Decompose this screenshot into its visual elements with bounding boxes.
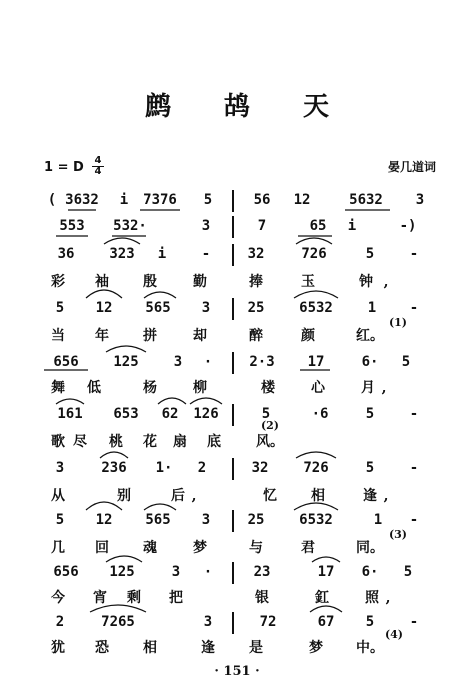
notation-cell: 1· (155, 460, 173, 476)
barline (232, 510, 234, 532)
notation-row (0, 216, 474, 242)
lyric-char: 殷 (143, 274, 157, 290)
lyric-char: 拼 (143, 328, 157, 344)
notation-cell: i (157, 246, 167, 262)
lyric-char: 花 (143, 434, 157, 450)
notation-cell: 656 (53, 354, 79, 370)
notation-cell: 7376 (143, 192, 177, 208)
lyric-char: 照 (365, 590, 379, 606)
notation-cell: 36 (57, 246, 75, 262)
notation-cell: 56 (253, 192, 271, 208)
notation-row (0, 190, 474, 216)
lyric-char: 却 (193, 328, 207, 344)
lyric-char: 捧 (249, 274, 263, 290)
notation-cell: 5 (365, 406, 375, 422)
lyrics-row (0, 588, 474, 614)
lyric-char: 恐 (95, 640, 109, 656)
notation-cell: 12 (95, 300, 113, 316)
lyric-char: 与 (249, 540, 263, 556)
notation-cell: 7 (257, 218, 267, 234)
lyric-char: 钟 (359, 274, 373, 290)
lyrics-row (0, 272, 474, 298)
barline (232, 612, 234, 634)
barline (232, 216, 234, 238)
notation-cell: 5 (365, 460, 375, 476)
lyric-char: 君 (301, 540, 315, 556)
notation-cell: 32 (247, 246, 265, 262)
barline (232, 404, 234, 426)
notation-cell: - (409, 300, 419, 316)
notation-cell: 656 (53, 564, 79, 580)
lyric-char: 后 (171, 488, 185, 504)
notation-cell: 553 (59, 218, 85, 234)
footnote-marker: (1) (388, 316, 408, 329)
lyric-char: 颜 (301, 328, 315, 344)
lyric-char: 釭 (315, 590, 329, 606)
footnote-marker: (4) (384, 628, 404, 641)
notation-cell: 3 (201, 218, 211, 234)
lyric-char: 低 (87, 380, 101, 396)
barline (232, 562, 234, 584)
lyric-char: 忆 (263, 488, 277, 504)
time-signature-bottom: 4 (94, 166, 102, 177)
notation-cell: - (409, 406, 419, 422)
notation-row (0, 352, 474, 378)
notation-cell: 2 (197, 460, 207, 476)
lyric-char: 扇 (173, 434, 187, 450)
notation-cell: 7265 (101, 614, 135, 630)
notation-cell: 32 (251, 460, 269, 476)
lyric-char: 别 (117, 488, 131, 504)
lyric-char: 玉 (301, 274, 315, 290)
notation-cell: - (409, 246, 419, 262)
lyrics-row (0, 316, 474, 352)
lyric-char: 回 (95, 540, 109, 556)
notation-row (0, 562, 474, 588)
notation-cell: 72 (259, 614, 277, 630)
lyric-char: 勤 (193, 274, 207, 290)
author-credit: 晏几道词 (387, 160, 436, 174)
notation-cell: 125 (113, 354, 139, 370)
barline (232, 458, 234, 480)
notation-cell: 2 (55, 614, 65, 630)
notation-cell: 726 (301, 246, 327, 262)
notation-cell: 62 (161, 406, 179, 422)
notation-cell: 12 (95, 512, 113, 528)
lyric-char: 犹 (51, 640, 65, 656)
lyric-char: 月 (361, 380, 375, 396)
notation-cell: ·6 (311, 406, 329, 422)
lyric-char: 相 (311, 488, 325, 504)
lyric-char: 几 (51, 540, 65, 556)
lyric-char: 袖 (95, 274, 109, 290)
key-signature: 1 = D (44, 160, 84, 175)
notation-cell: 3 (55, 460, 65, 476)
notation-cell: 3 (173, 354, 183, 370)
notation-cell: ( (47, 192, 57, 208)
notation-cell: 3 (171, 564, 181, 580)
lyrics-row (0, 378, 474, 404)
lyric-char: 同。 (356, 540, 384, 556)
lyric-char: , (383, 274, 389, 290)
notation-cell: 23 (253, 564, 271, 580)
notation-cell: 17 (317, 564, 335, 580)
notation-cell: i (347, 218, 357, 234)
notation-cell: 565 (145, 512, 171, 528)
notation-cell: 125 (109, 564, 135, 580)
lyric-char: 舞 (51, 380, 65, 396)
notation-cell: 5 (55, 300, 65, 316)
lyrics-row (0, 486, 474, 512)
notation-cell: 25 (247, 512, 265, 528)
notation-cell: 3632 (65, 192, 99, 208)
time-signature (92, 156, 104, 177)
lyric-char: 柳 (193, 380, 207, 396)
lyric-char: 醉 (249, 328, 263, 344)
lyric-char: 剩 (127, 590, 141, 606)
notation-cell: 3 (201, 300, 211, 316)
notation-row (0, 404, 474, 430)
barline (232, 190, 234, 212)
lyric-char: 逢 (363, 488, 377, 504)
notation-cell: 5 (203, 192, 213, 208)
notation-cell: 1 (367, 300, 377, 316)
lyric-char: , (381, 380, 387, 396)
notation-cell: 1 (373, 512, 383, 528)
barline (232, 298, 234, 320)
notation-cell: · (203, 564, 213, 580)
lyric-char: 把 (169, 590, 183, 606)
lyric-char: 心 (311, 380, 325, 396)
lyric-char: 银 (255, 590, 269, 606)
notation-cell: -) (399, 218, 417, 234)
lyric-char: 相 (143, 640, 157, 656)
lyric-char: 桃 (109, 434, 123, 450)
lyric-char: 中。 (356, 640, 384, 656)
lyric-char: 逢 (201, 640, 215, 656)
lyric-char: 楼 (261, 380, 275, 396)
notation-cell: i (119, 192, 129, 208)
notation-cell: 3 (201, 512, 211, 528)
notation-cell: 6· (361, 354, 379, 370)
notation-cell: · (203, 354, 213, 370)
lyric-char: 宵 (93, 590, 107, 606)
notation-cell: 65 (309, 218, 327, 234)
notation-cell: - (409, 614, 419, 630)
lyric-char: 红。 (356, 328, 384, 344)
notation-cell: 5 (365, 246, 375, 262)
notation-cell: - (409, 460, 419, 476)
lyric-char: 是 (249, 640, 263, 656)
notation-cell: 5 (55, 512, 65, 528)
footnote-marker: (3) (388, 528, 408, 541)
lyrics-row (0, 419, 474, 458)
notation-cell: 12 (293, 192, 311, 208)
notation-cell: 6· (361, 564, 379, 580)
lyric-char: 彩 (51, 274, 65, 290)
lyric-char: 梦 (193, 540, 207, 556)
notation-cell: 161 (57, 406, 83, 422)
time-signature-top: 4 (92, 156, 104, 167)
lyric-char: , (191, 488, 197, 504)
notation-cell: 5 (403, 564, 413, 580)
notation-cell: 5632 (349, 192, 383, 208)
lyric-char: 底 (207, 434, 221, 450)
page-number: · 151 · (214, 664, 260, 679)
footnote-marker: (2) (260, 419, 280, 432)
notation-cell: 5 (365, 614, 375, 630)
lyric-char: 梦 (309, 640, 323, 656)
lyric-char: 从 (51, 488, 65, 504)
notation-cell: 2·3 (249, 354, 275, 370)
notation-cell: 532· (113, 218, 147, 234)
notation-cell: 323 (109, 246, 135, 262)
notation-cell: 67 (317, 614, 335, 630)
notation-cell: 236 (101, 460, 127, 476)
notation-row (0, 244, 474, 270)
lyric-char: 杨 (143, 380, 157, 396)
lyric-char: 尽 (73, 434, 87, 450)
lyric-char: 魂 (143, 540, 157, 556)
notation-cell: 5 (261, 406, 271, 422)
notation-cell: 5 (401, 354, 411, 370)
notation-cell: 126 (193, 406, 219, 422)
notation-cell: 653 (113, 406, 139, 422)
notation-cell: - (409, 512, 419, 528)
lyric-char: , (383, 488, 389, 504)
notation-cell: 726 (303, 460, 329, 476)
lyrics-row (0, 628, 474, 664)
song-title: 鹧 鸪 天 (144, 92, 352, 122)
notation-cell: 3 (415, 192, 425, 208)
notation-cell: 25 (247, 300, 265, 316)
notation-cell: 565 (145, 300, 171, 316)
notation-cell: 6532 (299, 300, 333, 316)
notation-cell: 17 (307, 354, 325, 370)
notation-row (0, 458, 474, 484)
lyric-char: 今 (51, 590, 65, 606)
barline (232, 352, 234, 374)
lyric-char: , (385, 590, 391, 606)
lyrics-row (0, 528, 474, 564)
lyric-char: 歌 (51, 434, 65, 450)
notation-cell: 6532 (299, 512, 333, 528)
lyric-char: 当 (51, 328, 65, 344)
lyric-char: 风。 (256, 434, 284, 450)
lyric-char: 年 (95, 328, 109, 344)
notation-cell: - (201, 246, 211, 262)
notation-cell: 3 (203, 614, 213, 630)
barline (232, 244, 234, 266)
